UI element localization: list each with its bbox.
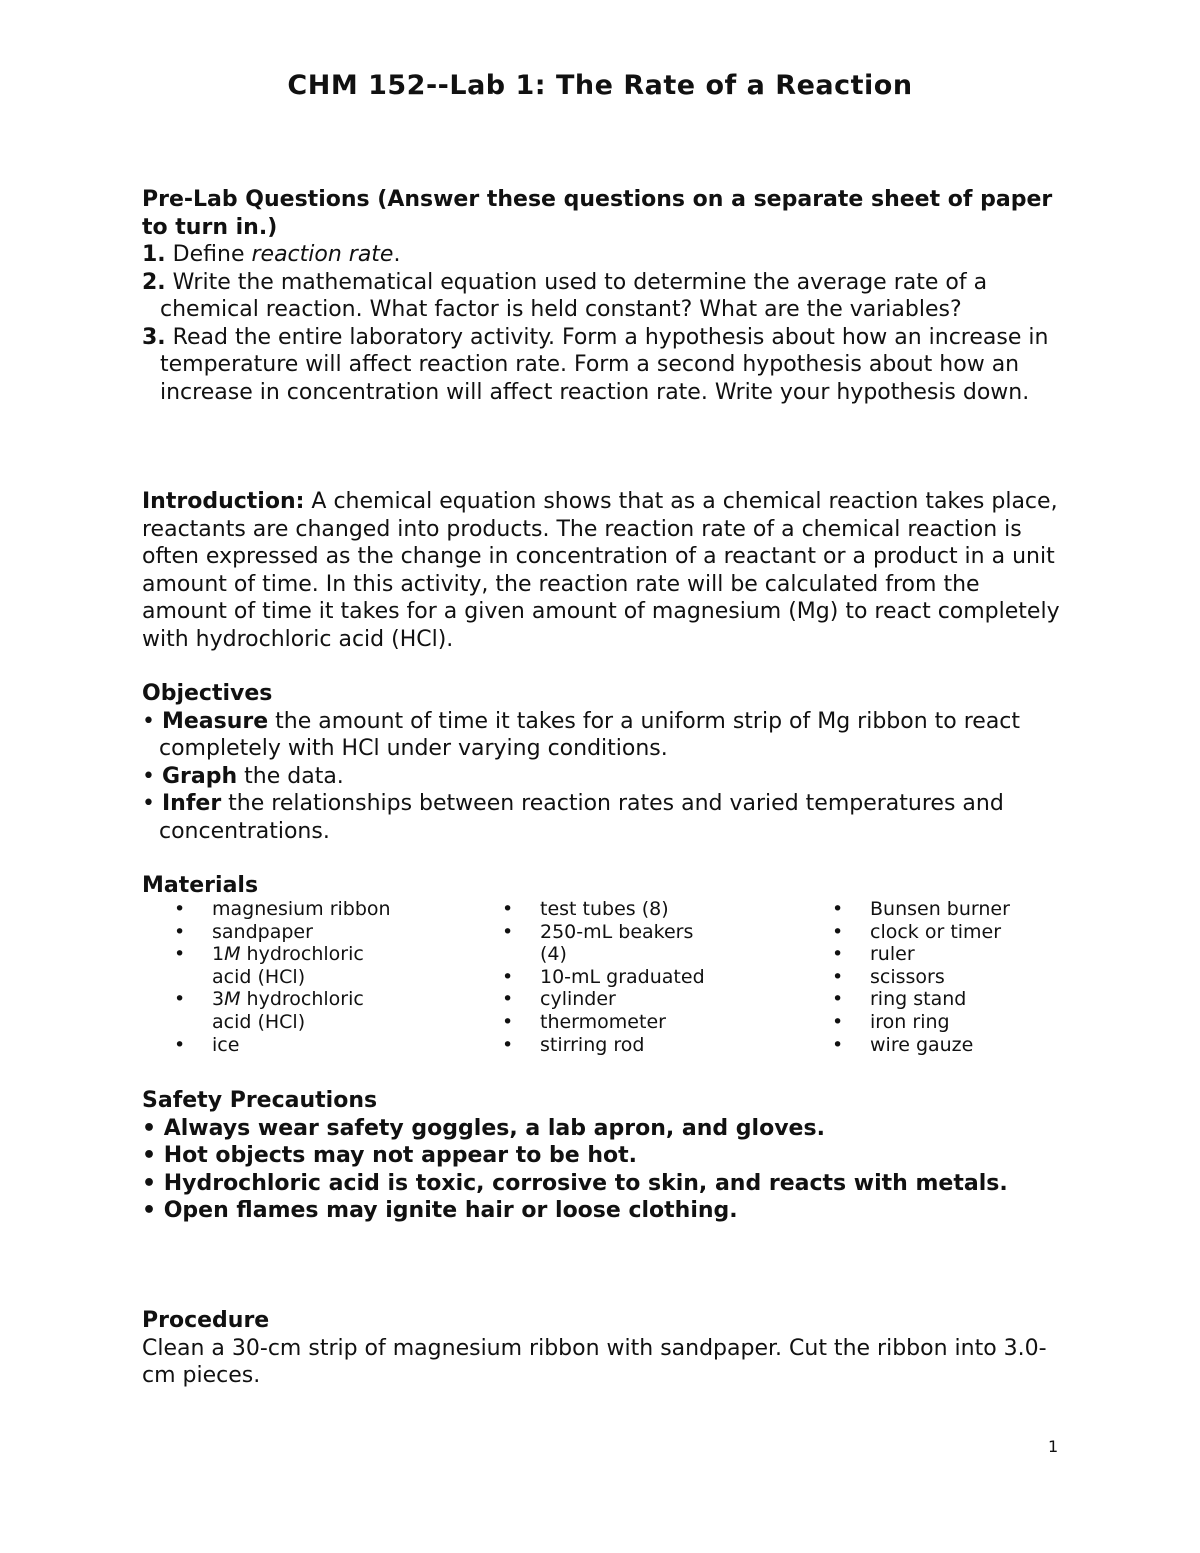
material-label: cylinder: [540, 988, 616, 1011]
material-label: Bunsen burner: [870, 898, 1010, 920]
bullet: •: [174, 920, 186, 943]
material-label: magnesium ribbon: [212, 898, 391, 920]
objectives-heading: Objectives: [142, 681, 273, 706]
list-item: [830, 943, 1070, 966]
materials-heading: Materials: [142, 873, 259, 898]
bullet: •: [832, 1033, 844, 1056]
material-label: 250-mL beakers: [540, 920, 694, 943]
bullet: •: [832, 920, 844, 943]
bullet: •: [502, 988, 514, 1011]
bullet: •: [502, 1010, 514, 1033]
material-label: 10-mL graduated: [540, 965, 705, 988]
page-title: CHM 152--Lab 1: The Rate of a Reaction: [287, 70, 913, 101]
objective-text: the amount of time it takes for a uniform strip of Mg ribbon to react completely with HCl under varying conditions.: [159, 708, 1021, 761]
list-item-continuation: acid (HCl): [212, 1010, 306, 1033]
materials-column-2: [500, 898, 800, 1056]
list-item: [172, 943, 472, 966]
material-label: test tubes (8): [540, 898, 669, 920]
safety-item: • Hot objects may not appear to be hot.: [142, 1143, 637, 1168]
list-item: [500, 988, 800, 1011]
objective-item: [142, 790, 1062, 845]
bullet: •: [502, 920, 514, 943]
introduction-paragraph: [142, 488, 1062, 653]
bullet: •: [502, 898, 514, 920]
bullet: •: [832, 943, 844, 966]
list-item: [500, 921, 800, 944]
material-label: ice: [212, 1033, 240, 1056]
material-concentration: 1: [212, 943, 225, 966]
introduction-text: A chemical equation shows that as a chemical reaction takes place, reactants are changed into products. The reaction rate of a chemical reaction is often expressed as the change in concentration of a reactant or a product in a unit amount of time. In this activity, the reaction rate will be calculated from the amount of time it takes for a given amount of magnesium (Mg) to react completely with hydrochloric acid (HCl).: [142, 489, 1060, 652]
bullet: •: [174, 1033, 186, 1056]
bullet: •: [174, 898, 186, 920]
bullet: •: [832, 988, 844, 1011]
question-text: Define: [165, 242, 252, 267]
prelab-heading: Pre-Lab Questions (Answer these questions on a separate sheet of paper to turn in.): [142, 187, 1053, 240]
list-item: [500, 966, 800, 989]
list-item: [500, 1011, 800, 1034]
material-label: sandpaper: [212, 920, 313, 943]
prelab-section: [142, 186, 1062, 406]
prelab-question-2: [142, 269, 1062, 324]
list-item: [830, 1011, 1070, 1034]
objectives-section: [142, 680, 1062, 845]
objective-verb: Infer: [161, 791, 222, 816]
list-item: [500, 898, 800, 921]
bullet: •: [142, 791, 155, 816]
objective-item: [142, 708, 1062, 763]
material-unit: M: [224, 988, 241, 1011]
introduction-section: [142, 488, 1062, 653]
material-unit: M: [224, 943, 241, 966]
procedure-heading: Procedure: [142, 1308, 270, 1333]
question-term: reaction rate: [251, 242, 394, 267]
bullet: •: [174, 988, 186, 1011]
material-label: clock or timer: [870, 920, 1002, 943]
material-label: ruler: [870, 943, 915, 966]
bullet: •: [174, 943, 186, 966]
material-label: stirring rod: [540, 1033, 645, 1056]
bullet: •: [142, 763, 155, 789]
list-item-continuation: (4): [540, 943, 567, 966]
safety-section: [142, 1087, 1062, 1225]
question-text: Write the mathematical equation used to determine the average rate of a chemical reaction. What factor is held constant? What are the variables?: [160, 269, 988, 322]
materials-column-3: [830, 898, 1070, 1056]
safety-item: • Always wear safety goggles, a lab apron, and gloves.: [142, 1115, 825, 1141]
objective-item: [142, 763, 1062, 791]
material-label: thermometer: [540, 1010, 666, 1033]
material-concentration: 3: [212, 988, 225, 1011]
list-item: [830, 966, 1070, 989]
bullet: •: [832, 1010, 844, 1033]
list-item: [172, 898, 472, 921]
list-item: [500, 1034, 800, 1057]
list-item: [830, 898, 1070, 921]
objective-verb: Measure: [161, 708, 269, 734]
safety-heading: Safety Precautions: [142, 1088, 378, 1113]
list-item: [172, 921, 472, 944]
question-number: 2.: [142, 269, 166, 295]
prelab-question-1: [142, 241, 1062, 269]
bullet: •: [502, 1033, 514, 1056]
safety-item: • Hydrochloric acid is toxic, corrosive to skin, and reacts with metals.: [142, 1170, 1008, 1196]
list-item: [830, 921, 1070, 944]
objective-text: the data.: [237, 763, 344, 789]
list-item-continuation: acid (HCl): [212, 965, 306, 988]
bullet: •: [142, 708, 155, 734]
material-label: hydrochloric: [240, 943, 364, 966]
procedure-section: [142, 1307, 1062, 1390]
objective-text: the relationships between reaction rates and varied temperatures and concentrations.: [159, 791, 1004, 844]
materials-section: [142, 872, 1062, 900]
safety-item: • Open flames may ignite hair or loose clothing.: [142, 1198, 738, 1223]
material-label: scissors: [870, 965, 945, 988]
list-item: [172, 1034, 472, 1057]
list-item: [172, 988, 472, 1011]
objective-verb: Graph: [161, 763, 238, 789]
material-label: iron ring: [870, 1010, 950, 1033]
procedure-text: Clean a 30-cm strip of magnesium ribbon with sandpaper. Cut the ribbon into 3.0-cm pieces.: [142, 1335, 1047, 1388]
material-label: hydrochloric: [240, 988, 364, 1011]
bullet: •: [832, 898, 844, 920]
question-text: Read the entire laboratory activity. Form a hypothesis about how an increase in temperature will affect reaction rate. Form a second hypothesis about how an increase in concentration will affect reaction rate. Write your hypothesis down.: [160, 324, 1049, 405]
prelab-question-3: [142, 324, 1062, 407]
material-label: ring stand: [870, 988, 967, 1011]
list-item: [830, 1034, 1070, 1057]
question-number: 1.: [142, 242, 166, 267]
bullet: •: [832, 965, 844, 988]
question-punct: .: [393, 242, 401, 267]
bullet: •: [502, 965, 514, 988]
page-number: 1: [1048, 1437, 1059, 1456]
list-item: [830, 988, 1070, 1011]
question-number: 3.: [142, 324, 166, 350]
introduction-label: Introduction:: [142, 489, 305, 514]
materials-column-1: [172, 898, 472, 1056]
material-label: wire gauze: [870, 1033, 974, 1056]
